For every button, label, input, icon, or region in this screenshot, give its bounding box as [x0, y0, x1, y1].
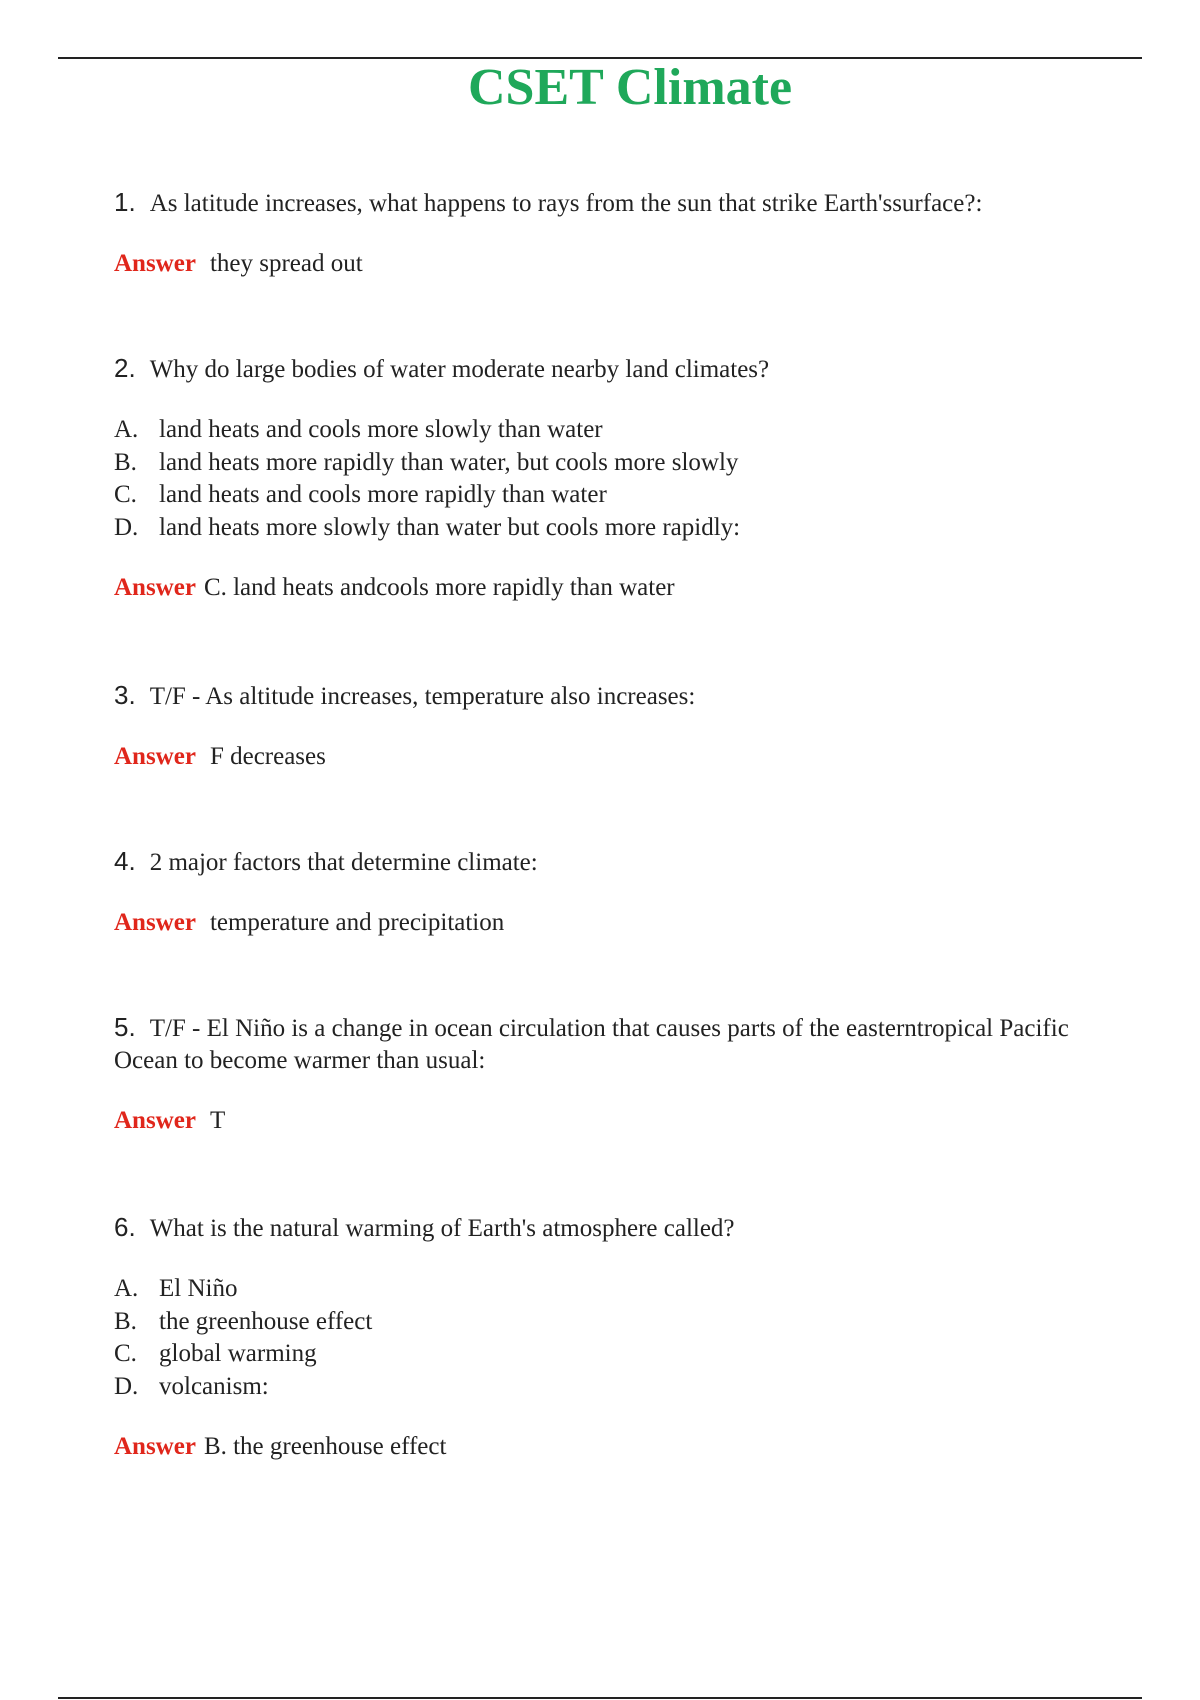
option-d	[114, 512, 1114, 545]
option-letter: A.	[114, 1275, 139, 1302]
question-number: 2.	[114, 353, 136, 383]
answer-label: Answer	[114, 743, 196, 770]
question-prompt: T/F - As altitude increases, temperature also increases:	[149, 683, 696, 710]
option-letter: C.	[114, 481, 137, 508]
option-letter: C.	[114, 1340, 137, 1367]
question-prompt: T/F - El Niño is a change in ocean circulation that causes parts of the easterntropical Pacific Ocean to become warmer than usual:	[114, 1015, 1069, 1074]
question-text	[114, 679, 1114, 713]
question-number: 4.	[114, 846, 136, 876]
option-a	[114, 1273, 1114, 1306]
option-letter: D.	[114, 513, 139, 541]
page-title: CSET Climate	[467, 59, 793, 116]
option-text: land heats and cools more slowly than water	[159, 416, 603, 443]
question-3	[114, 679, 1114, 773]
answer-line	[114, 907, 1114, 939]
question-number: 5.	[114, 1012, 136, 1042]
answer-line	[114, 1105, 1114, 1137]
question-number: 6.	[114, 1212, 136, 1242]
answer-text: they spread out	[209, 250, 363, 277]
option-text: land heats more slowly than water but cools more rapidly:	[159, 513, 741, 541]
question-text	[114, 352, 1114, 386]
option-text: land heats and cools more rapidly than water	[159, 481, 607, 508]
option-letter: A.	[114, 416, 139, 443]
answer-text: F decreases	[209, 743, 326, 770]
option-letter: B.	[114, 1307, 137, 1335]
question-number: 1.	[114, 187, 136, 217]
question-prompt: 2 major factors that determine climate:	[149, 849, 538, 876]
question-5	[114, 1011, 1114, 1137]
answer-line	[114, 1431, 1114, 1463]
answer-label: Answer	[114, 250, 196, 277]
option-text: global warming	[159, 1340, 317, 1367]
option-c	[114, 479, 1114, 512]
options-list	[114, 1273, 1114, 1403]
option-letter: D.	[114, 1372, 139, 1400]
question-number: 3.	[114, 680, 136, 710]
option-c	[114, 1338, 1114, 1371]
option-a	[114, 414, 1114, 447]
option-letter: B.	[114, 448, 137, 476]
options-list	[114, 414, 1114, 544]
question-1	[114, 186, 1114, 280]
answer-text: C. land heats andcools more rapidly than water	[203, 574, 675, 601]
question-prompt: What is the natural warming of Earth's atmosphere called?	[149, 1215, 735, 1242]
option-text: the greenhouse effect	[159, 1307, 373, 1335]
question-4	[114, 845, 1114, 939]
question-text	[114, 1011, 1114, 1077]
question-text	[114, 186, 1114, 220]
question-6	[114, 1211, 1114, 1463]
answer-text: B. the greenhouse effect	[203, 1433, 447, 1460]
question-2	[114, 352, 1114, 604]
option-text: volcanism:	[159, 1372, 269, 1400]
question-text	[114, 1211, 1114, 1245]
answer-label: Answer	[114, 1433, 196, 1460]
answer-label: Answer	[114, 1107, 196, 1134]
answer-label: Answer	[114, 909, 196, 936]
option-b	[114, 1306, 1114, 1339]
option-text: land heats more rapidly than water, but cools more slowly	[159, 448, 739, 476]
question-prompt: Why do large bodies of water moderate nearby land climates?	[149, 356, 770, 383]
option-text: El Niño	[159, 1275, 238, 1302]
answer-line	[114, 248, 1114, 280]
bottom-rule	[58, 1697, 1142, 1699]
answer-text: temperature and precipitation	[209, 909, 505, 936]
answer-label: Answer	[114, 574, 196, 601]
option-d	[114, 1371, 1114, 1404]
question-prompt: As latitude increases, what happens to rays from the sun that strike Earth'ssurface?:	[149, 190, 983, 217]
question-text	[114, 845, 1114, 879]
option-b	[114, 447, 1114, 480]
answer-text: T	[209, 1107, 226, 1134]
answer-line	[114, 572, 1114, 604]
answer-line	[114, 741, 1114, 773]
